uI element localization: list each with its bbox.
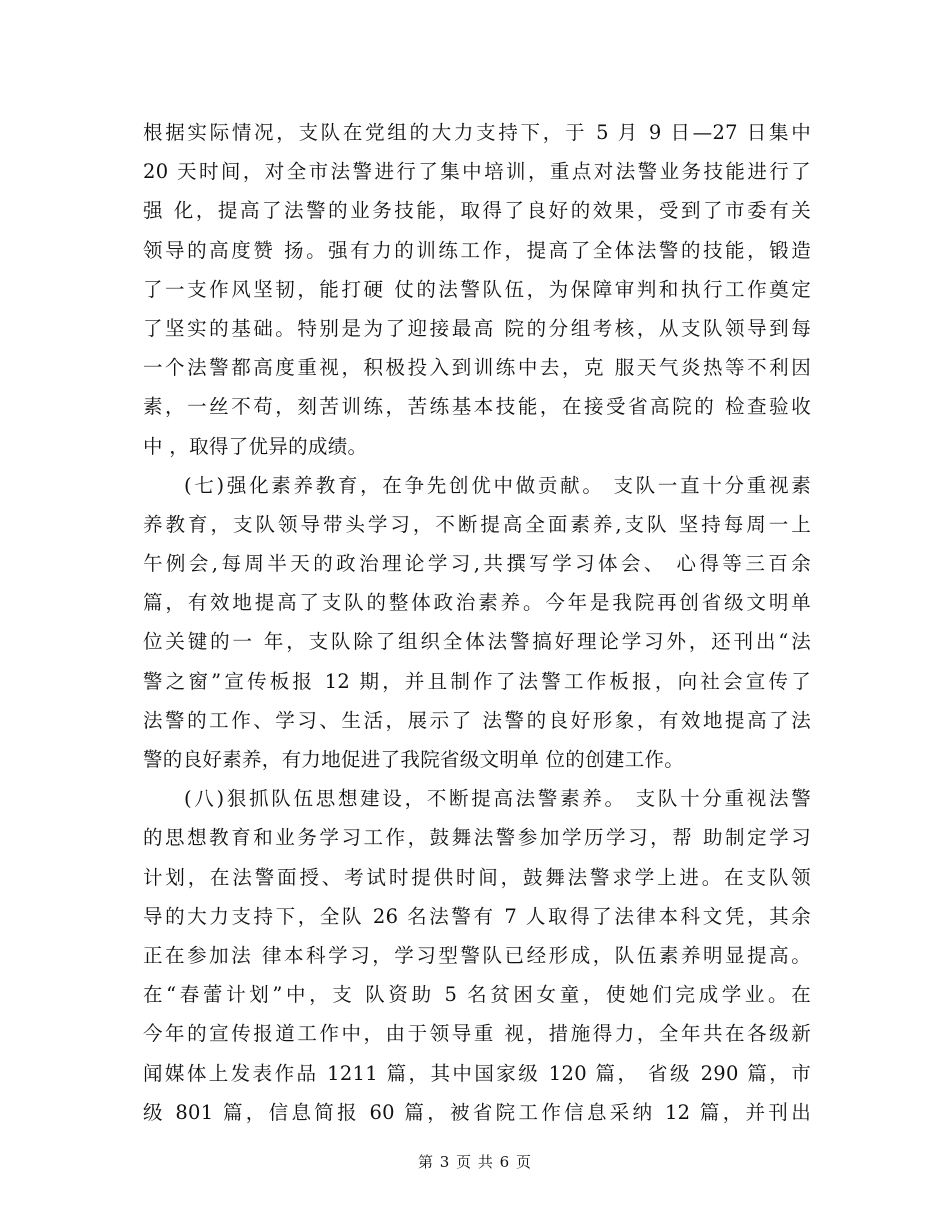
text-line: 计划，在法警面授、考试时提供时间，鼓舞法警求学上进。在支队领 <box>143 865 811 889</box>
text-line: (七)强化素养教育，在争先创优中做贡献。 支队一直十分重视素 <box>184 473 811 497</box>
text-line: 警的良好素养，有力地促进了我院省级文明单 位的创建工作。 <box>143 748 685 771</box>
text-line: 根据实际情况，支队在党组的大力支持下，于 5 月 9 日—27 日集中 <box>143 121 811 144</box>
text-line: 今年的宣传报道工作中，由于领导重 视，措施得力，全年共在各级新 <box>143 1022 811 1046</box>
text-line: 法警的工作、学习、生活，展示了 法警的良好形象，有效地提高了法 <box>143 708 811 732</box>
paragraph <box>143 779 811 1132</box>
text-line: 领导的高度赞 扬。强有力的训练工作，提高了全体法警的技能，锻造 <box>143 238 811 262</box>
text-line: 闻媒体上发表作品 1211 篇，其中国家级 120 篇， 省级 290 篇，市 <box>143 1061 811 1085</box>
text-line: (八)狠抓队伍思想建设，不断提高法警素养。 支队十分重视法警 <box>184 787 811 811</box>
body-text <box>143 113 811 1132</box>
text-line: 中 ，取得了优异的成绩。 <box>143 434 368 458</box>
text-line: 级 801 篇，信息简报 60 篇，被省院工作信息采纳 12 篇，并刊出 <box>143 1100 811 1124</box>
text-line: 位关键的一 年，支队除了组织全体法警搞好理论学习外，还刊出“法 <box>143 630 811 654</box>
text-line: 在“春蕾计划”中，支 队资助 5 名贫困女童，使她们完成学业。在 <box>143 983 811 1007</box>
text-line: 午例会,每周半天的政治理论学习,共撰写学习体会、 心得等三百余 <box>143 552 811 576</box>
text-line: 20 天时间，对全市法警进行了集中培训，重点对法警业务技能进行了 <box>143 160 811 184</box>
paragraph <box>143 113 811 466</box>
text-line: 警之窗”宣传板报 12 期，并且制作了法警工作板报，向社会宣传了 <box>143 669 811 693</box>
text-line: 正在参加法 律本科学习，学习型警队已经形成，队伍素养明显提高。 <box>143 943 811 967</box>
text-line: 的思想教育和业务学习工作，鼓舞法警参加学历学习，帮 助制定学习 <box>143 826 811 850</box>
paragraph <box>143 466 811 780</box>
text-line: 一个法警都高度重视，积极投入到训练中去，克 服天气炎热等不利因 <box>143 356 811 380</box>
text-line: 了一支作风坚韧，能打硬 仗的法警队伍，为保障审判和执行工作奠定 <box>143 277 811 301</box>
text-line: 导的大力支持下，全队 26 名法警有 7 人取得了法律本科文凭，其余 <box>143 904 811 928</box>
text-line: 了坚实的基础。特别是为了迎接最高 院的分组考核，从支队领导到每 <box>143 316 811 340</box>
text-line: 强 化，提高了法警的业务技能，取得了良好的效果，受到了市委有关 <box>143 199 811 223</box>
text-line: 养教育，支队领导带头学习，不断提高全面素养,支队 坚持每周一上 <box>143 512 811 536</box>
text-line: 篇，有效地提高了支队的整体政治素养。今年是我院再创省级文明单 <box>143 591 811 615</box>
page-footer: 第 3 页 共 6 页 <box>418 1153 532 1171</box>
text-line: 素，一丝不苟，刻苦训练，苦练基本技能，在接受省高院的 检查验收 <box>143 395 811 419</box>
